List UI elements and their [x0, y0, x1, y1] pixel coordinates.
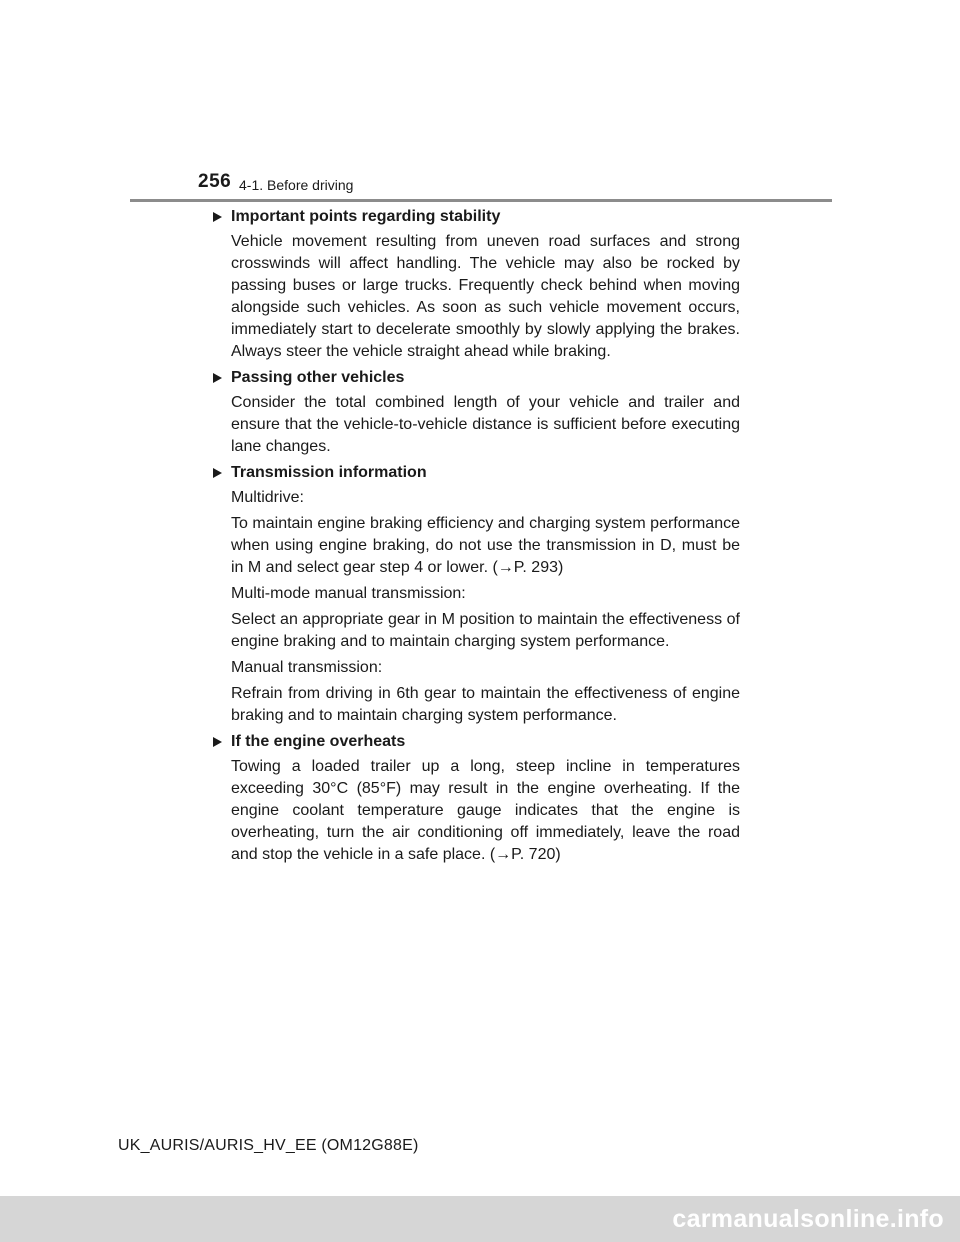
- header-divider: [130, 199, 832, 202]
- section-overheats: [213, 731, 740, 866]
- section-stability: [213, 206, 740, 363]
- section-passing: [213, 367, 740, 458]
- heading-text: Transmission information: [231, 464, 427, 481]
- paragraph-multidrive-label: Multidrive:: [231, 489, 304, 506]
- paragraph-multidrive: To maintain engine braking efficiency and charging system performance when using engine braking, do not use the transmission in D, must be in M and select gear step 4 or lower. (→P. 293): [231, 515, 740, 576]
- section-heading: [213, 462, 740, 484]
- section-heading: [213, 206, 740, 228]
- paragraph: Vehicle movement resulting from uneven road surfaces and strong crosswinds will affect handling. The vehicle may also be rocked by passing buses or large trucks. Frequently check behind when moving alongside such vehicles. As soon as such vehicle movement occurs, immediately start to decelerate smoothly by slowly applying the brakes. Always steer the vehicle straight ahead while braking.: [231, 233, 740, 360]
- heading-text: Passing other vehicles: [231, 369, 405, 386]
- paragraph: Towing a loaded trailer up a long, steep incline in temperatures exceeding 30°C (85°F) may result in the engine overheating. If the engine coolant temperature gauge indicates that the engine is overheating, turn the air conditioning off immediately, leave the road and stop the vehicle in a safe place. (→P. 720): [231, 758, 740, 863]
- page-number: 256: [198, 171, 232, 192]
- bullet-icon: [213, 212, 222, 222]
- watermark-text: carmanualsonline.info: [672, 1205, 944, 1233]
- bullet-icon: [213, 373, 222, 383]
- section-heading: [213, 367, 740, 389]
- heading-text: If the engine overheats: [231, 733, 406, 750]
- paragraph-manual: Refrain from driving in 6th gear to maintain the effectiveness of engine braking and to maintain charging system performance.: [231, 685, 740, 724]
- watermark-bar: [0, 1196, 960, 1242]
- paragraph: Consider the total combined length of your vehicle and trailer and ensure that the vehicle-to-vehicle distance is sufficient before executing lane changes.: [231, 394, 740, 455]
- page-header: [0, 0, 960, 202]
- paragraph-multimode-label: Multi-mode manual transmission:: [231, 585, 466, 602]
- document-code: UK_AURIS/AURIS_HV_EE (OM12G88E): [118, 1137, 419, 1154]
- bullet-icon: [213, 737, 222, 747]
- section-title: 4-1. Before driving: [239, 177, 354, 193]
- bullet-icon: [213, 468, 222, 478]
- manual-content: [213, 206, 740, 870]
- paragraph-manual-label: Manual transmission:: [231, 659, 383, 676]
- section-heading: [213, 731, 740, 753]
- section-transmission: [213, 462, 740, 727]
- heading-text: Important points regarding stability: [231, 208, 501, 225]
- paragraph-multimode: Select an appropriate gear in M position to maintain the effectiveness of engine braking and to maintain charging system performance.: [231, 611, 740, 650]
